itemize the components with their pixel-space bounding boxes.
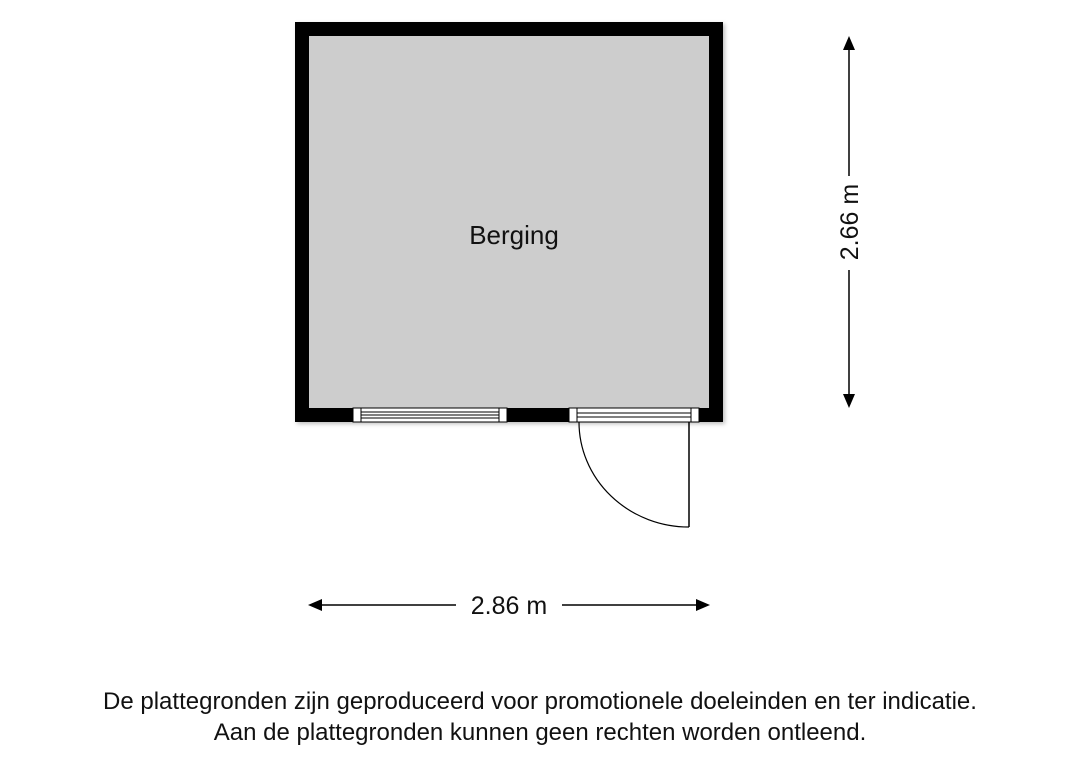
arrow-left-icon: [308, 599, 322, 611]
depth-dimension: [836, 36, 864, 408]
width-label: 2.86 m: [470, 592, 548, 620]
room-label: Berging: [469, 220, 559, 250]
arrow-up-icon: [843, 36, 855, 50]
disclaimer: [0, 686, 1080, 748]
arrow-down-icon: [843, 394, 855, 408]
window: [353, 408, 507, 422]
arrow-right-icon: [696, 599, 710, 611]
disclaimer-line-1: De plattegronden zijn geproduceerd voor promotionele doeleinden en ter indicatie.: [103, 688, 977, 715]
depth-label: 2.66 m: [836, 183, 864, 261]
width-dimension: [308, 592, 710, 620]
door-swing-arc: [579, 422, 689, 527]
door: [569, 408, 699, 527]
disclaimer-line-2: Aan de plattegronden kunnen geen rechten worden ontleend.: [213, 719, 867, 746]
